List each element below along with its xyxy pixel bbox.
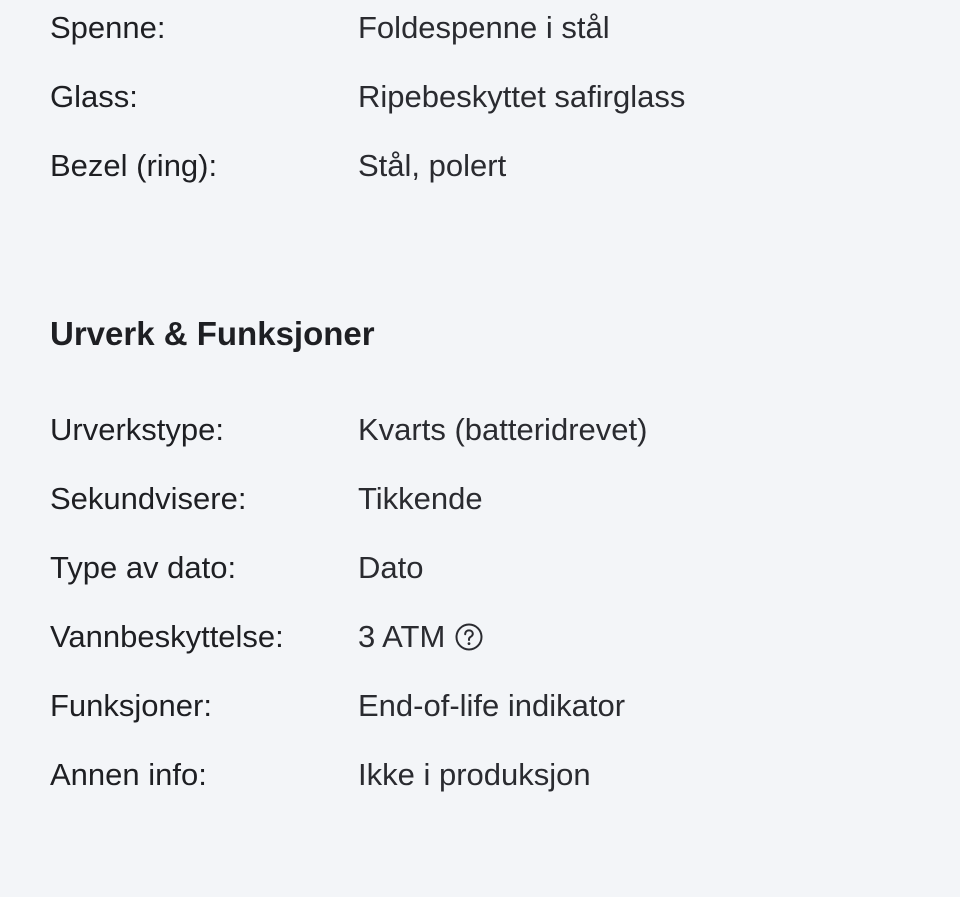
spec-row-vannbeskyttelse (50, 617, 920, 657)
spec-row-annen-info (50, 755, 920, 795)
spec-row-type-av-dato (50, 548, 920, 588)
spec-value: Kvarts (batteridrevet) (358, 412, 648, 447)
spec-label: Sekundvisere: (50, 481, 247, 516)
spec-label: Annen info: (50, 757, 207, 792)
spec-label: Urverkstype: (50, 412, 224, 447)
spec-label: Glass: (50, 79, 138, 114)
spec-value: Foldespenne i stål (358, 10, 610, 45)
section-title-urverk: Urverk & Funksjoner (50, 315, 375, 352)
spec-value: Tikkende (358, 481, 483, 516)
spec-row-urverkstype (50, 410, 920, 450)
spec-label: Type av dato: (50, 550, 237, 585)
spec-value: 3 ATM (358, 619, 446, 654)
spec-label: Vannbeskyttelse: (50, 619, 284, 654)
spec-value: Ripebeskyttet safirglass (358, 79, 686, 114)
spec-row-glass (50, 77, 920, 117)
question-circle-icon[interactable] (455, 623, 483, 651)
spec-value: Dato (358, 550, 424, 585)
spec-value: End-of-life indikator (358, 688, 626, 723)
spec-row-funksjoner (50, 686, 920, 726)
spec-value: Stål, polert (358, 148, 507, 183)
spec-label: Spenne: (50, 10, 166, 45)
spec-value: Ikke i produksjon (358, 757, 591, 792)
spec-label: Bezel (ring): (50, 148, 218, 183)
spec-row-bezel (50, 146, 920, 186)
spec-row-spenne (50, 8, 920, 48)
spec-value-wrapper (358, 617, 483, 657)
spec-label: Funksjoner: (50, 688, 212, 723)
spec-row-sekundvisere (50, 479, 920, 519)
